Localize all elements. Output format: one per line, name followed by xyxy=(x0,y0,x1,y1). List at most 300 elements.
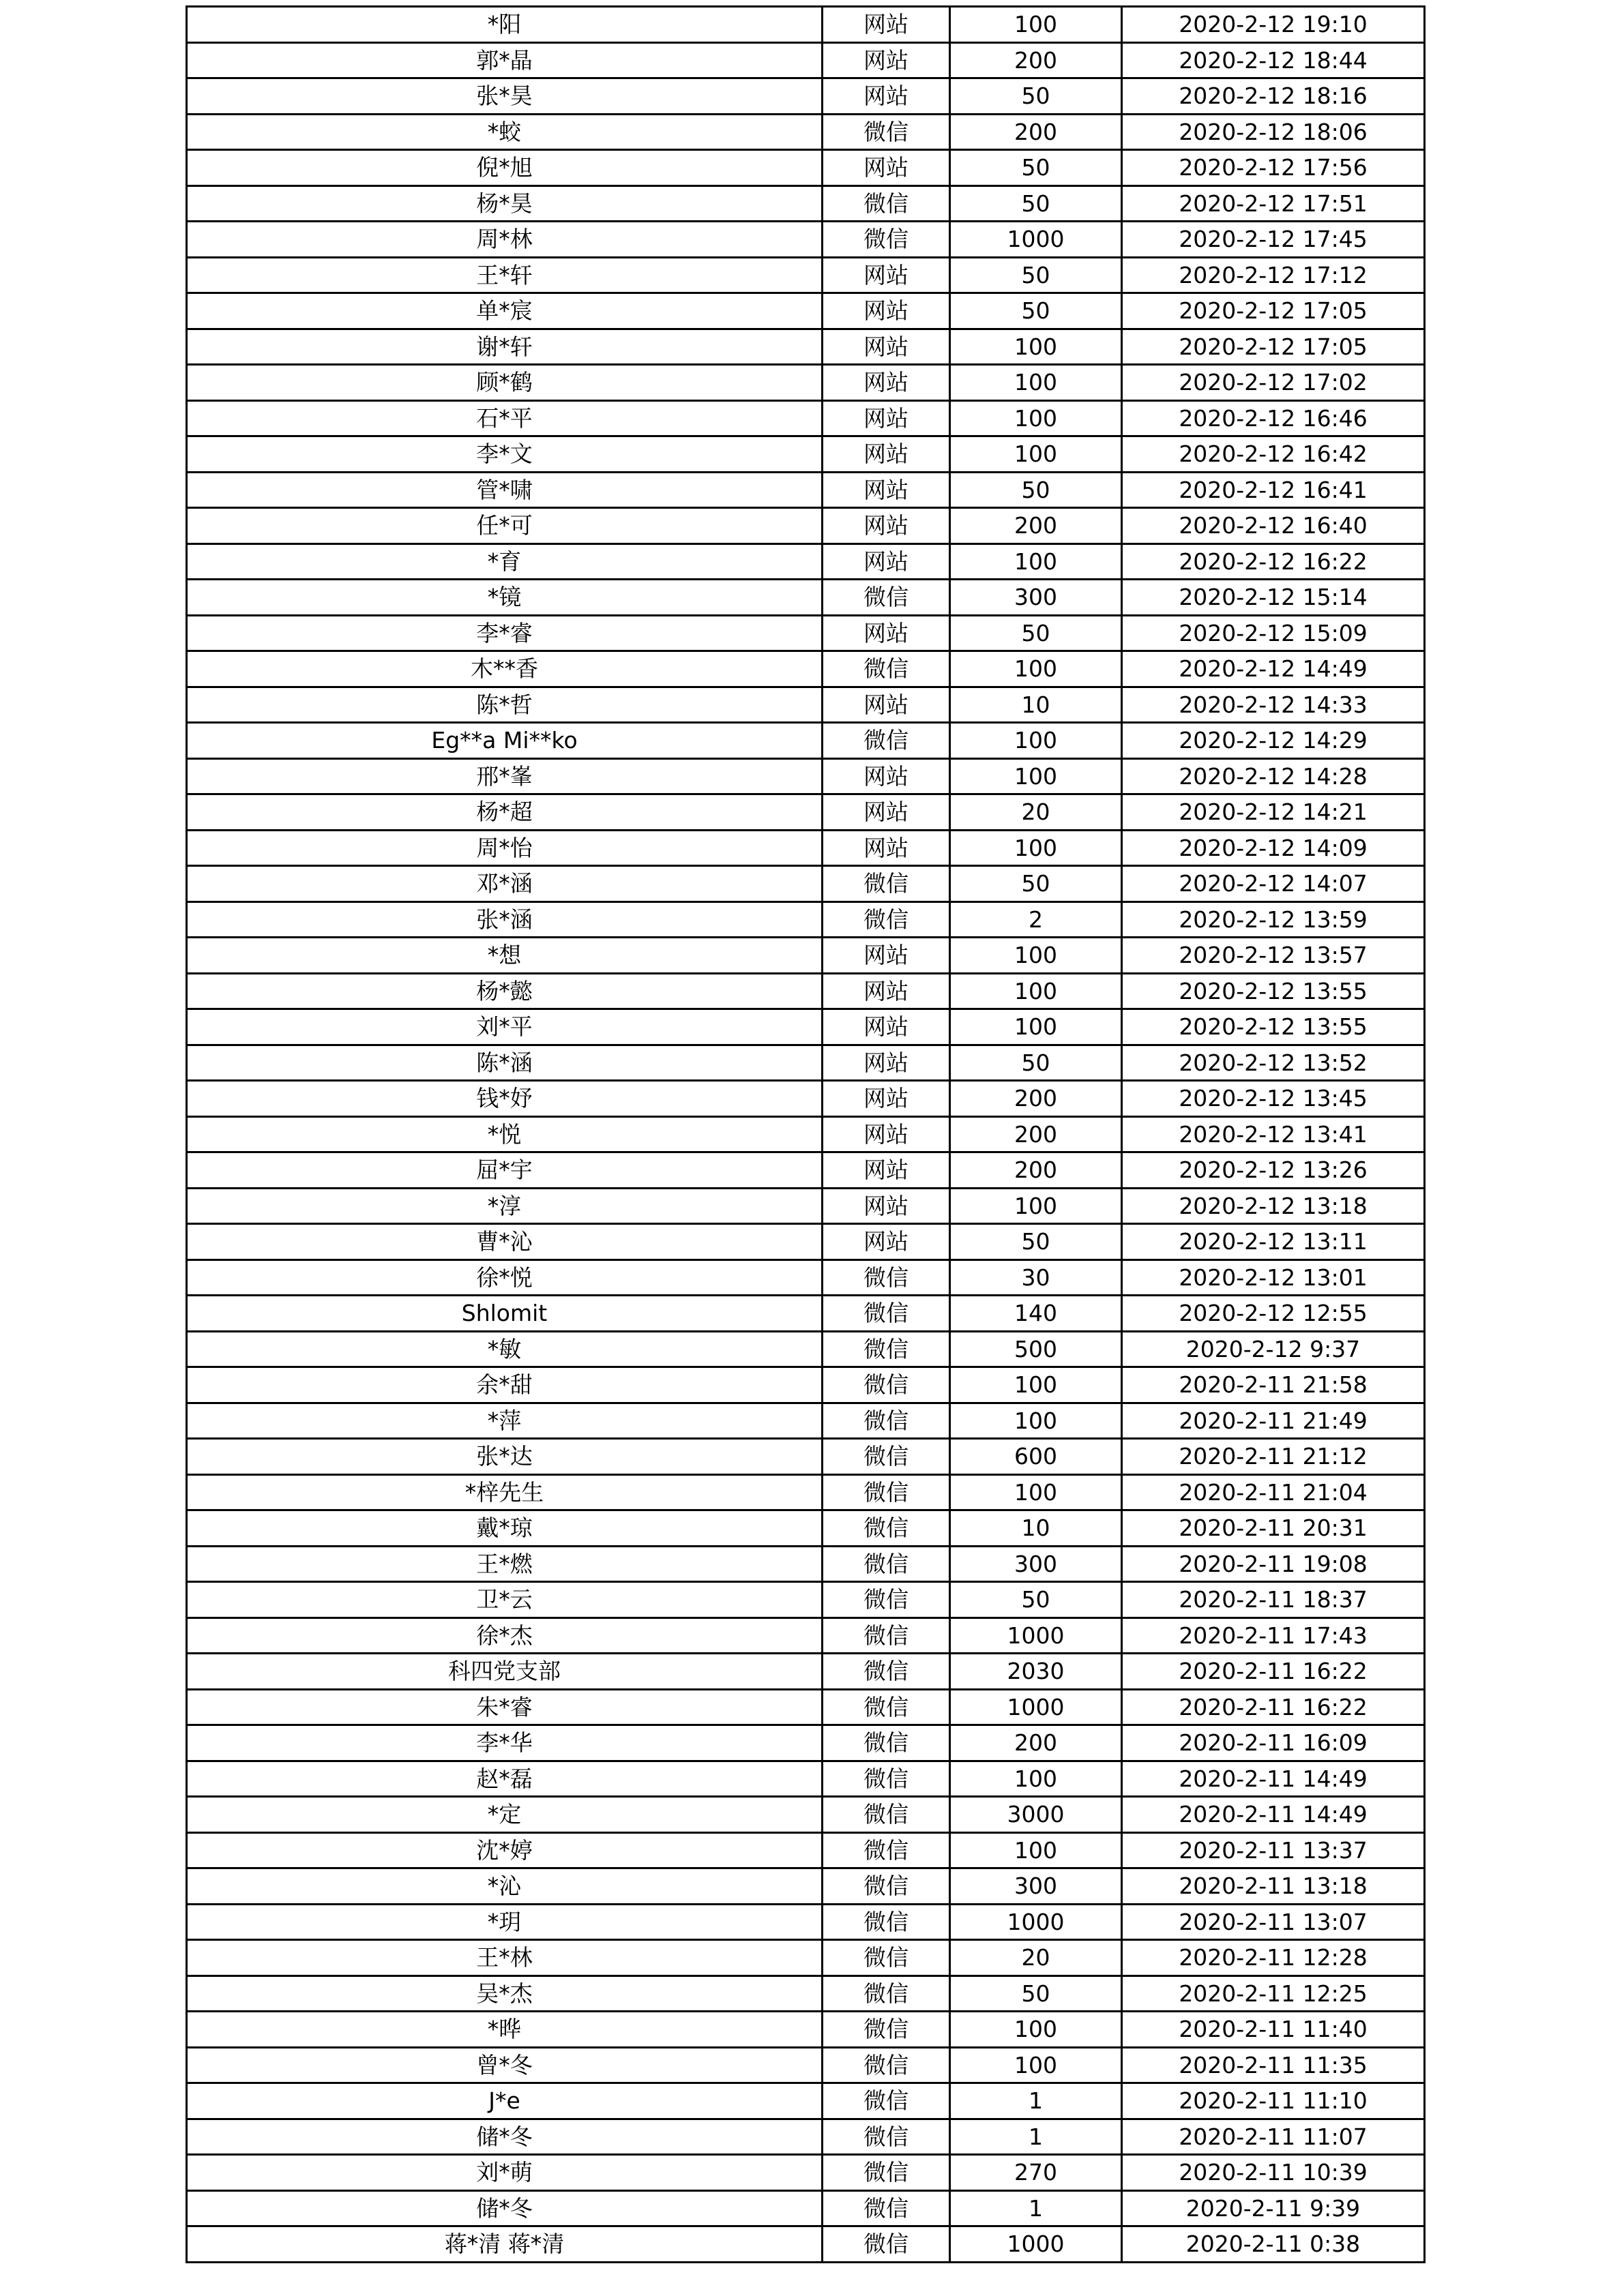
donation-time-cell: 2020-2-11 13:07 xyxy=(1122,1904,1425,1940)
donation-amount-cell: 50 xyxy=(950,150,1122,186)
table-row xyxy=(187,1331,1425,1367)
donation-time-cell: 2020-2-12 13:52 xyxy=(1122,1045,1425,1081)
table-row xyxy=(187,543,1425,580)
donation-channel-cell: 微信 xyxy=(823,1546,950,1582)
donation-time-cell: 2020-2-12 13:41 xyxy=(1122,1116,1425,1152)
donation-amount-cell: 100 xyxy=(950,973,1122,1009)
table-row xyxy=(187,1689,1425,1725)
table-row xyxy=(187,1976,1425,2012)
donor-name-cell: *悦 xyxy=(187,1116,823,1152)
donation-amount-cell: 50 xyxy=(950,257,1122,293)
donation-time-cell: 2020-2-11 21:04 xyxy=(1122,1474,1425,1510)
donation-amount-cell: 100 xyxy=(950,1188,1122,1224)
donor-name-cell: *玥 xyxy=(187,1904,823,1940)
table-row xyxy=(187,651,1425,687)
donation-channel-cell: 网站 xyxy=(823,1045,950,1081)
donor-name-cell: 管*啸 xyxy=(187,472,823,508)
donation-channel-cell: 网站 xyxy=(823,7,950,43)
donation-channel-cell: 微信 xyxy=(823,1761,950,1797)
donation-amount-cell: 1000 xyxy=(950,1904,1122,1940)
donation-channel-cell: 网站 xyxy=(823,508,950,544)
donation-amount-cell: 100 xyxy=(950,2047,1122,2083)
donor-name-cell: *敏 xyxy=(187,1331,823,1367)
donation-amount-cell: 200 xyxy=(950,1081,1122,1117)
donation-amount-cell: 20 xyxy=(950,794,1122,831)
table-row xyxy=(187,1367,1425,1403)
table-row xyxy=(187,365,1425,401)
donation-amount-cell: 50 xyxy=(950,293,1122,329)
donation-amount-cell: 140 xyxy=(950,1296,1122,1332)
table-row xyxy=(187,257,1425,293)
donation-channel-cell: 微信 xyxy=(823,1689,950,1725)
donation-time-cell: 2020-2-11 9:39 xyxy=(1122,2190,1425,2226)
donation-amount-cell: 3000 xyxy=(950,1797,1122,1833)
donor-name-cell: 赵*磊 xyxy=(187,1761,823,1797)
table-row xyxy=(187,114,1425,150)
donation-time-cell: 2020-2-11 21:49 xyxy=(1122,1403,1425,1439)
donation-channel-cell: 微信 xyxy=(823,1510,950,1547)
donation-amount-cell: 100 xyxy=(950,830,1122,866)
donation-time-cell: 2020-2-12 13:55 xyxy=(1122,973,1425,1009)
donor-name-cell: *镜 xyxy=(187,580,823,616)
table-row xyxy=(187,1510,1425,1547)
table-row xyxy=(187,2226,1425,2263)
table-row xyxy=(187,1081,1425,1117)
donation-amount-cell: 100 xyxy=(950,758,1122,794)
donation-amount-cell: 1 xyxy=(950,2190,1122,2226)
donation-time-cell: 2020-2-11 21:12 xyxy=(1122,1439,1425,1475)
table-row xyxy=(187,580,1425,616)
donation-channel-cell: 网站 xyxy=(823,472,950,508)
donation-channel-cell: 网站 xyxy=(823,543,950,580)
donation-amount-cell: 200 xyxy=(950,42,1122,78)
table-row xyxy=(187,293,1425,329)
donor-name-cell: 陈*涵 xyxy=(187,1045,823,1081)
donation-time-cell: 2020-2-12 14:49 xyxy=(1122,651,1425,687)
donation-time-cell: 2020-2-11 16:22 xyxy=(1122,1689,1425,1725)
table-row xyxy=(187,1152,1425,1189)
donor-name-cell: 刘*平 xyxy=(187,1009,823,1045)
donation-time-cell: 2020-2-12 14:33 xyxy=(1122,687,1425,723)
donation-time-cell: 2020-2-11 21:58 xyxy=(1122,1367,1425,1403)
table-row xyxy=(187,400,1425,436)
donor-name-cell: 李*睿 xyxy=(187,615,823,651)
table-row xyxy=(187,42,1425,78)
donation-time-cell: 2020-2-12 13:01 xyxy=(1122,1259,1425,1296)
table-row xyxy=(187,615,1425,651)
donation-channel-cell: 微信 xyxy=(823,1904,950,1940)
donation-time-cell: 2020-2-12 14:29 xyxy=(1122,723,1425,759)
donation-amount-cell: 500 xyxy=(950,1331,1122,1367)
donation-channel-cell: 微信 xyxy=(823,1654,950,1690)
donation-channel-cell: 微信 xyxy=(823,2047,950,2083)
table-row xyxy=(187,7,1425,43)
donor-name-cell: 张*达 xyxy=(187,1439,823,1475)
donation-time-cell: 2020-2-12 13:18 xyxy=(1122,1188,1425,1224)
donation-channel-cell: 网站 xyxy=(823,329,950,365)
donation-amount-cell: 1000 xyxy=(950,222,1122,258)
table-row xyxy=(187,1009,1425,1045)
donation-amount-cell: 100 xyxy=(950,651,1122,687)
donation-time-cell: 2020-2-12 18:44 xyxy=(1122,42,1425,78)
donation-channel-cell: 微信 xyxy=(823,2226,950,2263)
donation-channel-cell: 微信 xyxy=(823,2119,950,2155)
donation-time-cell: 2020-2-12 16:22 xyxy=(1122,543,1425,580)
table-row xyxy=(187,222,1425,258)
donation-time-cell: 2020-2-12 19:10 xyxy=(1122,7,1425,43)
donor-name-cell: 蒋*清 蒋*清 xyxy=(187,2226,823,2263)
donation-time-cell: 2020-2-11 18:37 xyxy=(1122,1582,1425,1618)
donation-amount-cell: 300 xyxy=(950,1868,1122,1905)
donation-time-cell: 2020-2-12 16:46 xyxy=(1122,400,1425,436)
donation-time-cell: 2020-2-12 13:57 xyxy=(1122,938,1425,974)
donor-name-cell: 木**香 xyxy=(187,651,823,687)
donation-channel-cell: 网站 xyxy=(823,400,950,436)
donation-time-cell: 2020-2-11 11:10 xyxy=(1122,2083,1425,2119)
donation-time-cell: 2020-2-12 17:45 xyxy=(1122,222,1425,258)
donation-amount-cell: 50 xyxy=(950,1582,1122,1618)
table-row xyxy=(187,1403,1425,1439)
donation-channel-cell: 微信 xyxy=(823,2155,950,2191)
donation-channel-cell: 微信 xyxy=(823,185,950,222)
donation-channel-cell: 微信 xyxy=(823,651,950,687)
table-row xyxy=(187,2155,1425,2191)
donor-name-cell: *阳 xyxy=(187,7,823,43)
donation-channel-cell: 网站 xyxy=(823,78,950,115)
donation-time-cell: 2020-2-12 12:55 xyxy=(1122,1296,1425,1332)
donor-name-cell: 屈*宇 xyxy=(187,1152,823,1189)
donor-name-cell: 张*昊 xyxy=(187,78,823,115)
donation-time-cell: 2020-2-12 18:06 xyxy=(1122,114,1425,150)
donor-name-cell: *淳 xyxy=(187,1188,823,1224)
donation-channel-cell: 网站 xyxy=(823,615,950,651)
donation-channel-cell: 网站 xyxy=(823,1152,950,1189)
donation-time-cell: 2020-2-11 17:43 xyxy=(1122,1617,1425,1654)
donation-amount-cell: 50 xyxy=(950,78,1122,115)
donation-amount-cell: 1000 xyxy=(950,1617,1122,1654)
donation-amount-cell: 100 xyxy=(950,1367,1122,1403)
table-row xyxy=(187,1761,1425,1797)
donor-name-cell: 王*林 xyxy=(187,1940,823,1976)
table-row xyxy=(187,1259,1425,1296)
donation-amount-cell: 50 xyxy=(950,472,1122,508)
table-row xyxy=(187,2190,1425,2226)
donation-amount-cell: 100 xyxy=(950,329,1122,365)
donor-name-cell: Eg**a Mi**ko xyxy=(187,723,823,759)
donation-time-cell: 2020-2-11 19:08 xyxy=(1122,1546,1425,1582)
donation-time-cell: 2020-2-11 11:07 xyxy=(1122,2119,1425,2155)
donation-time-cell: 2020-2-11 11:35 xyxy=(1122,2047,1425,2083)
donation-channel-cell: 网站 xyxy=(823,1188,950,1224)
donor-name-cell: 陈*哲 xyxy=(187,687,823,723)
donor-name-cell: 任*可 xyxy=(187,508,823,544)
donation-channel-cell: 微信 xyxy=(823,1976,950,2012)
donor-name-cell: 郭*晶 xyxy=(187,42,823,78)
donation-channel-cell: 微信 xyxy=(823,1940,950,1976)
table-row xyxy=(187,2083,1425,2119)
donation-time-cell: 2020-2-11 14:49 xyxy=(1122,1797,1425,1833)
donation-channel-cell: 微信 xyxy=(823,866,950,902)
donation-amount-cell: 200 xyxy=(950,114,1122,150)
table-row xyxy=(187,1832,1425,1868)
donation-time-cell: 2020-2-12 9:37 xyxy=(1122,1331,1425,1367)
donation-time-cell: 2020-2-12 13:45 xyxy=(1122,1081,1425,1117)
donation-time-cell: 2020-2-11 20:31 xyxy=(1122,1510,1425,1547)
donation-amount-cell: 50 xyxy=(950,185,1122,222)
donation-time-cell: 2020-2-12 17:12 xyxy=(1122,257,1425,293)
donation-amount-cell: 100 xyxy=(950,2012,1122,2048)
donation-amount-cell: 10 xyxy=(950,1510,1122,1547)
donation-amount-cell: 100 xyxy=(950,7,1122,43)
donor-name-cell: *育 xyxy=(187,543,823,580)
donation-time-cell: 2020-2-12 16:40 xyxy=(1122,508,1425,544)
donation-time-cell: 2020-2-12 13:26 xyxy=(1122,1152,1425,1189)
donation-channel-cell: 微信 xyxy=(823,1259,950,1296)
donor-name-cell: 顾*鹤 xyxy=(187,365,823,401)
donor-name-cell: 科四党支部 xyxy=(187,1654,823,1690)
donation-amount-cell: 100 xyxy=(950,1009,1122,1045)
donor-name-cell: 储*冬 xyxy=(187,2119,823,2155)
donor-name-cell: 谢*轩 xyxy=(187,329,823,365)
donor-name-cell: Shlomit xyxy=(187,1296,823,1332)
donor-name-cell: 徐*杰 xyxy=(187,1617,823,1654)
donor-name-cell: *蛟 xyxy=(187,114,823,150)
donation-channel-cell: 微信 xyxy=(823,222,950,258)
donation-time-cell: 2020-2-12 17:05 xyxy=(1122,293,1425,329)
table-row xyxy=(187,1439,1425,1475)
donation-amount-cell: 50 xyxy=(950,615,1122,651)
table-row xyxy=(187,1797,1425,1833)
donor-name-cell: 钱*妤 xyxy=(187,1081,823,1117)
table-row xyxy=(187,1940,1425,1976)
donation-channel-cell: 微信 xyxy=(823,1797,950,1833)
table-row xyxy=(187,2119,1425,2155)
donation-channel-cell: 微信 xyxy=(823,901,950,938)
donor-name-cell: 杨*超 xyxy=(187,794,823,831)
donation-time-cell: 2020-2-11 13:18 xyxy=(1122,1868,1425,1905)
donation-time-cell: 2020-2-12 14:07 xyxy=(1122,866,1425,902)
donation-table xyxy=(186,5,1426,2263)
table-row xyxy=(187,185,1425,222)
donation-channel-cell: 网站 xyxy=(823,687,950,723)
donation-channel-cell: 网站 xyxy=(823,794,950,831)
donation-channel-cell: 网站 xyxy=(823,1081,950,1117)
donation-channel-cell: 微信 xyxy=(823,1725,950,1761)
donation-time-cell: 2020-2-12 13:55 xyxy=(1122,1009,1425,1045)
donation-channel-cell: 微信 xyxy=(823,580,950,616)
donation-channel-cell: 微信 xyxy=(823,723,950,759)
donation-channel-cell: 网站 xyxy=(823,1009,950,1045)
donation-time-cell: 2020-2-12 18:16 xyxy=(1122,78,1425,115)
donation-channel-cell: 微信 xyxy=(823,1617,950,1654)
donation-time-cell: 2020-2-12 13:59 xyxy=(1122,901,1425,938)
donation-amount-cell: 2030 xyxy=(950,1654,1122,1690)
donation-channel-cell: 微信 xyxy=(823,1832,950,1868)
donation-time-cell: 2020-2-11 16:22 xyxy=(1122,1654,1425,1690)
donor-name-cell: 石*平 xyxy=(187,400,823,436)
donor-name-cell: 张*涵 xyxy=(187,901,823,938)
donation-amount-cell: 100 xyxy=(950,365,1122,401)
donor-name-cell: *沁 xyxy=(187,1868,823,1905)
table-row xyxy=(187,329,1425,365)
donor-name-cell: 戴*琼 xyxy=(187,1510,823,1547)
table-row xyxy=(187,1546,1425,1582)
table-row xyxy=(187,1617,1425,1654)
table-row xyxy=(187,973,1425,1009)
table-row xyxy=(187,2047,1425,2083)
donation-channel-cell: 网站 xyxy=(823,365,950,401)
donor-name-cell: 周*林 xyxy=(187,222,823,258)
donation-time-cell: 2020-2-12 14:21 xyxy=(1122,794,1425,831)
table-row xyxy=(187,866,1425,902)
donation-channel-cell: 网站 xyxy=(823,830,950,866)
table-row xyxy=(187,830,1425,866)
donation-time-cell: 2020-2-12 17:51 xyxy=(1122,185,1425,222)
donation-channel-cell: 网站 xyxy=(823,1116,950,1152)
donation-channel-cell: 微信 xyxy=(823,2012,950,2048)
donor-name-cell: 邢*峯 xyxy=(187,758,823,794)
donor-name-cell: 杨*昊 xyxy=(187,185,823,222)
donation-amount-cell: 20 xyxy=(950,1940,1122,1976)
donation-time-cell: 2020-2-12 17:05 xyxy=(1122,329,1425,365)
table-row xyxy=(187,2012,1425,2048)
donation-time-cell: 2020-2-11 11:40 xyxy=(1122,2012,1425,2048)
donation-amount-cell: 200 xyxy=(950,508,1122,544)
donation-amount-cell: 1 xyxy=(950,2083,1122,2119)
table-row xyxy=(187,1116,1425,1152)
donor-name-cell: 李*华 xyxy=(187,1725,823,1761)
donation-amount-cell: 100 xyxy=(950,1403,1122,1439)
donor-name-cell: 储*冬 xyxy=(187,2190,823,2226)
donor-name-cell: 邓*涵 xyxy=(187,866,823,902)
table-row xyxy=(187,508,1425,544)
table-row xyxy=(187,758,1425,794)
donor-name-cell: *定 xyxy=(187,1797,823,1833)
donation-amount-cell: 200 xyxy=(950,1116,1122,1152)
table-row xyxy=(187,1868,1425,1905)
donation-table-body xyxy=(187,7,1425,2263)
donation-channel-cell: 微信 xyxy=(823,2190,950,2226)
donation-channel-cell: 微信 xyxy=(823,1582,950,1618)
donation-amount-cell: 200 xyxy=(950,1152,1122,1189)
donor-name-cell: 曾*冬 xyxy=(187,2047,823,2083)
donation-channel-cell: 网站 xyxy=(823,973,950,1009)
donation-amount-cell: 1 xyxy=(950,2119,1122,2155)
donor-name-cell: 徐*悦 xyxy=(187,1259,823,1296)
table-row xyxy=(187,1045,1425,1081)
donation-channel-cell: 网站 xyxy=(823,1224,950,1260)
donation-channel-cell: 网站 xyxy=(823,938,950,974)
donor-name-cell: *梓先生 xyxy=(187,1474,823,1510)
donation-time-cell: 2020-2-11 12:25 xyxy=(1122,1976,1425,2012)
donor-name-cell: *萍 xyxy=(187,1403,823,1439)
table-row xyxy=(187,1296,1425,1332)
table-row xyxy=(187,1474,1425,1510)
table-row xyxy=(187,794,1425,831)
donation-time-cell: 2020-2-11 14:49 xyxy=(1122,1761,1425,1797)
table-row xyxy=(187,1904,1425,1940)
donation-amount-cell: 50 xyxy=(950,1045,1122,1081)
donation-channel-cell: 微信 xyxy=(823,2083,950,2119)
donation-amount-cell: 100 xyxy=(950,1474,1122,1510)
donation-channel-cell: 网站 xyxy=(823,257,950,293)
donation-amount-cell: 300 xyxy=(950,1546,1122,1582)
donor-name-cell: J*e xyxy=(187,2083,823,2119)
donation-channel-cell: 网站 xyxy=(823,758,950,794)
donation-channel-cell: 微信 xyxy=(823,1367,950,1403)
table-row xyxy=(187,938,1425,974)
donor-name-cell: 李*文 xyxy=(187,436,823,473)
donation-channel-cell: 网站 xyxy=(823,150,950,186)
donation-amount-cell: 100 xyxy=(950,400,1122,436)
donor-name-cell: 朱*睿 xyxy=(187,1689,823,1725)
donation-amount-cell: 1000 xyxy=(950,1689,1122,1725)
donor-name-cell: 单*宸 xyxy=(187,293,823,329)
table-row xyxy=(187,1725,1425,1761)
donation-time-cell: 2020-2-11 10:39 xyxy=(1122,2155,1425,2191)
donation-amount-cell: 1000 xyxy=(950,2226,1122,2263)
donation-amount-cell: 600 xyxy=(950,1439,1122,1475)
donor-name-cell: *晔 xyxy=(187,2012,823,2048)
donation-amount-cell: 300 xyxy=(950,580,1122,616)
table-row xyxy=(187,1188,1425,1224)
donor-name-cell: 刘*萌 xyxy=(187,2155,823,2191)
donation-time-cell: 2020-2-12 16:41 xyxy=(1122,472,1425,508)
donation-time-cell: 2020-2-11 16:09 xyxy=(1122,1725,1425,1761)
donation-amount-cell: 2 xyxy=(950,901,1122,938)
table-row xyxy=(187,901,1425,938)
donation-time-cell: 2020-2-11 13:37 xyxy=(1122,1832,1425,1868)
donation-amount-cell: 50 xyxy=(950,866,1122,902)
donation-time-cell: 2020-2-11 0:38 xyxy=(1122,2226,1425,2263)
donor-name-cell: 沈*婷 xyxy=(187,1832,823,1868)
donation-channel-cell: 网站 xyxy=(823,293,950,329)
donation-channel-cell: 微信 xyxy=(823,114,950,150)
donation-channel-cell: 网站 xyxy=(823,42,950,78)
donation-channel-cell: 微信 xyxy=(823,1331,950,1367)
donation-amount-cell: 50 xyxy=(950,1976,1122,2012)
donation-amount-cell: 200 xyxy=(950,1725,1122,1761)
table-row xyxy=(187,1582,1425,1618)
donation-amount-cell: 30 xyxy=(950,1259,1122,1296)
donor-name-cell: 倪*旭 xyxy=(187,150,823,186)
donor-name-cell: 王*燃 xyxy=(187,1546,823,1582)
donation-amount-cell: 50 xyxy=(950,1224,1122,1260)
table-row xyxy=(187,687,1425,723)
donation-channel-cell: 微信 xyxy=(823,1439,950,1475)
donation-channel-cell: 微信 xyxy=(823,1296,950,1332)
donation-amount-cell: 270 xyxy=(950,2155,1122,2191)
donor-name-cell: 余*甜 xyxy=(187,1367,823,1403)
donation-channel-cell: 微信 xyxy=(823,1474,950,1510)
table-row xyxy=(187,472,1425,508)
table-row xyxy=(187,78,1425,115)
table-row xyxy=(187,1654,1425,1690)
donation-channel-cell: 微信 xyxy=(823,1403,950,1439)
donation-channel-cell: 网站 xyxy=(823,436,950,473)
donation-time-cell: 2020-2-12 16:42 xyxy=(1122,436,1425,473)
donation-time-cell: 2020-2-12 17:02 xyxy=(1122,365,1425,401)
donation-time-cell: 2020-2-12 17:56 xyxy=(1122,150,1425,186)
table-row xyxy=(187,150,1425,186)
table-row xyxy=(187,436,1425,473)
donation-amount-cell: 100 xyxy=(950,938,1122,974)
donor-name-cell: 卫*云 xyxy=(187,1582,823,1618)
donor-name-cell: *想 xyxy=(187,938,823,974)
donation-time-cell: 2020-2-12 15:09 xyxy=(1122,615,1425,651)
donation-time-cell: 2020-2-12 13:11 xyxy=(1122,1224,1425,1260)
donor-name-cell: 曹*沁 xyxy=(187,1224,823,1260)
